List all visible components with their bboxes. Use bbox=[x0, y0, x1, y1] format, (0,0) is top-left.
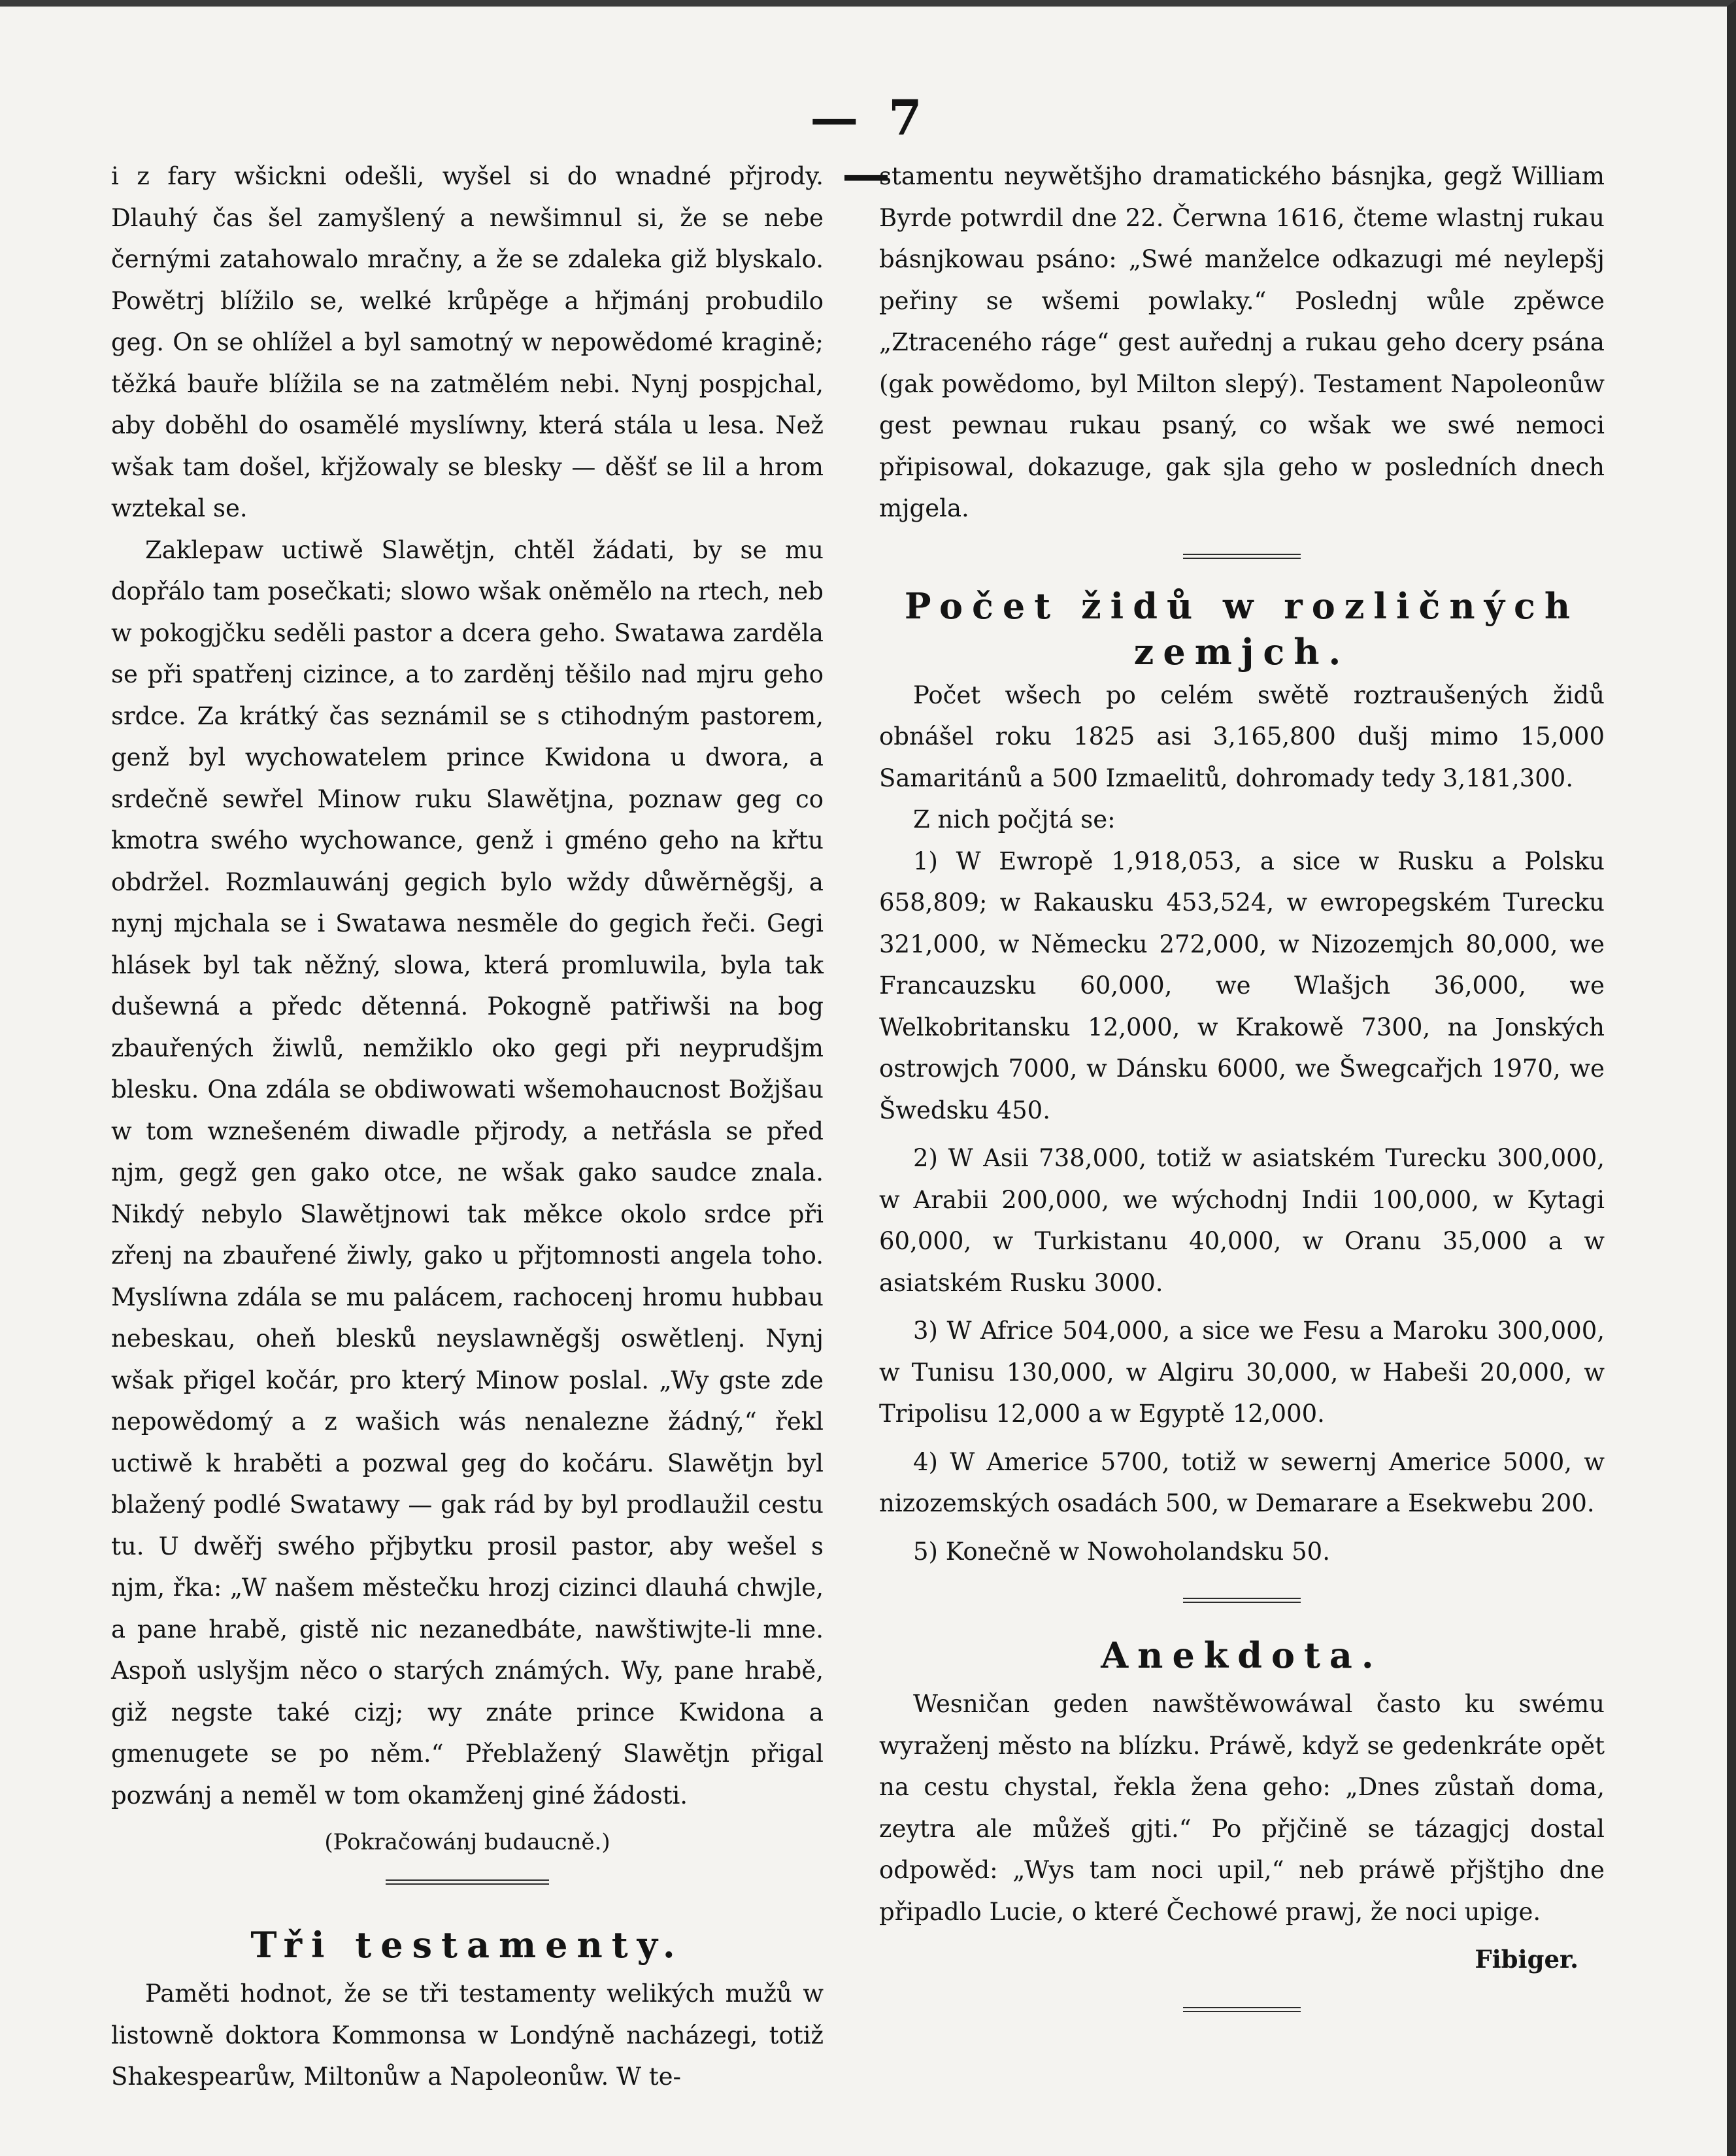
list-item-australia: 5) Konečně w Nowoholandsku 50. bbox=[913, 1537, 1330, 1566]
jews-count-heading: Počet židů w rozličných zemjch. bbox=[904, 584, 1580, 673]
story-paragraph-2: Zaklepaw uctiwě Slawětjn, chtěl žádati, by se mu dopřálo tam posečkati; slowo wšak oněmělo na rtech, neb w pokogjčku seděli pastor a dcera geho. Swatawa zarděla se při spatřenj cizince, a to zarděnj těšilo nad mjru geho srdce. Za krátký čas seznámil se s ctihodným pastorem, genž byl wychowatelem prince Kwidona u dwora, a srdečně sewřel Minow ruku Slawětjna, poznaw geg co kmotra swého wychowance, genž i gméno geho na křtu obdržel. Rozmlauwánj gegich bylo wždy důwěrněgšj, a nynj mjchala se i Swatawa nesměle do gegich řeči. Gegi hlásek byl tak něžný, slowa, která promluwila, byla tak dušewná a předc dětenná. Pokogně patřiwši na bog zbauřených žiwlů, nemžiklo oko gegi při neyprudšjm blesku. Ona zdála se obdiwowati wšemohaucnost Božjšau w tom wznešeném diwadle přjrody, a netřásla se před njm, gegž gen gako otce, ne wšak gako saudce znala. Nikdý nebylo Slawětjnowi tak měkce okolo srdce při zřenj na zbauřené žiwly, gako u přjtomnosti angela toho. Myslíwna zdála se mu palácem, rachocenj hromu hubbau nebeskau, oheň blesků neyslawněgšj oswětlenj. Nynj wšak přigel kočár, pro který Minow poslal. „Wy gste zde nepowědomý a z wašich wás nenalezne žádný,“ řekl uctiwě k hraběti a pozwal geg do kočáru. Slawětjn byl blažený podlé Swatawy — gak rád by byl prodlaužil cestu tu. U dwěřj swého přjbytku prosil pastor, aby wešel s njm, řka: „W našem městečku hrozj cizinci dlauhá chwjle, a pane hrabě, gistě nic nezanedbáte, nawštiwjte-li mne. Aspoň uslyšjm něco o starých známých. Wy, pane hrabě, giž negste také cizj; wy znáte prince Kwidona a gmenugete se po něm.“ Přeblažený Slawětjn přigal pozwánj a neměl w tom okamženj giné žádosti. bbox=[111, 535, 824, 1810]
anecdote-text: Wesničan geden nawštěwowáwal často ku swému wyraženj město na blízku. Práwě, když se gedenkráte opět na cestu chystal, řekla žena geho: „Dnes zůstaň doma, zeytra ale můžeš gjti.“ Po přjčině se tázagjcj dostal odpowěd: „Wys tam noci upil,“ neb práwě přjštjho dne připadlo Lucie, o které Čechowé prawj, že noci upige. bbox=[879, 1690, 1605, 1926]
list-item-europe: 1) W Ewropě 1,918,053, a sice w Rusku a Polsku 658,809; w Rakausku 453,524, w ewropegském Turecku 321,000, w Německu 272,000, w Nizozemjch 80,000, we Francauzsku 60,000, we Wlašjch 36,000, we Welkobritansku 12,000, w Krakowě 7300, na Jonských ostrowjch 7000, w Dánsku 6000, we Šwegcařjch 1970, we Šwedsku 450. bbox=[879, 847, 1605, 1124]
counting-line: Z nich počjtá se: bbox=[913, 805, 1116, 834]
story-paragraph-1: i z fary wšickni odešli, wyšel si do wnadné přjrody. Dlauhý čas šel zamyšlený a newšimnul si, že se nebe černými zatahowalo mračny, a že se zdaleka giž blyskalo. Powětrj blížilo se, welké krůpěge a hřjmánj probudilo geg. On se ohlížel a byl samotný w nepowědomé kragině; těžká bauře blížila se na zatmělém nebi. Nynj pospjchal, aby doběhl do osamělé myslíwny, která stála u lesa. Než wšak tam došel, křjžowaly se blesky — děšť se lil a hrom wztekal se. bbox=[111, 162, 824, 522]
jews-count-intro: Počet wšech po celém swětě roztraušených židů obnášel roku 1825 asi 3,165,800 dušj mimo 15,000 Samaritánů a 500 Izmaelitů, dohromady tedy 3,181,300. bbox=[879, 681, 1605, 792]
testaments-heading: Tři testamenty. bbox=[250, 1924, 684, 1966]
section-divider bbox=[1183, 1597, 1301, 1604]
list-item-asia: 2) W Asii 738,000, totiž w asiatském Turecku 300,000, w Arabii 200,000, we wýchodnj Indii 100,000, w Kytagi 60,000, w Turkistanu 40,000, w Oranu 35,000 a w asiatském Rusku 3000. bbox=[879, 1144, 1605, 1297]
list-item-africa: 3) W Africe 504,000, a sice we Fesu a Maroku 300,000, w Tunisu 130,000, w Algiru 30,000, w Habeši 20,000, w Tripolisu 12,000 a w Egyptě 12,000. bbox=[879, 1317, 1605, 1428]
section-divider bbox=[1183, 553, 1301, 560]
anecdote-heading: Anekdota. bbox=[1101, 1634, 1383, 1676]
section-divider bbox=[1183, 2006, 1301, 2013]
left-column bbox=[111, 156, 824, 2098]
list-item-america: 4) W Americe 5700, totiž w sewernj Americe 5000, w nizozemských osadách 500, w Demarare a Esekwebu 200. bbox=[879, 1447, 1605, 1517]
continuation-note: (Pokračowánj budaucně.) bbox=[324, 1829, 610, 1855]
author-signature: Fibiger. bbox=[1475, 1945, 1578, 1974]
right-column bbox=[879, 156, 1605, 2013]
page-number: — 7 — bbox=[810, 90, 929, 203]
section-divider bbox=[386, 1879, 549, 1885]
testaments-text: Paměti hodnot, že se tři testamenty welikých mužů w listowně doktora Kommonsa w Londýně nacházegi, totiž Shakespearůw, Miltonůw a Napoleonůw. W te- bbox=[111, 1979, 824, 2091]
testaments-continued-paragraph: stamentu neywětšjho dramatického básnjka, gegž William Byrde potwrdil dne 22. Čerwna 1616, čteme wlastnj rukau básnjkowau psáno: „Swé manželce odkazugi mé neylepšj peřiny se wšemi powlaky.“ Poslednj wůle zpěwce „Ztraceného ráge“ gest auřednj a rukau geho dcery psána (gak powědomo, byl Milton slepý). Testament Napoleonůw gest pewnau rukau psaný, co wšak we swé nemoci připisowal, dokazuge, gak sjla geho w posledních dnech mjgela. bbox=[879, 162, 1605, 522]
